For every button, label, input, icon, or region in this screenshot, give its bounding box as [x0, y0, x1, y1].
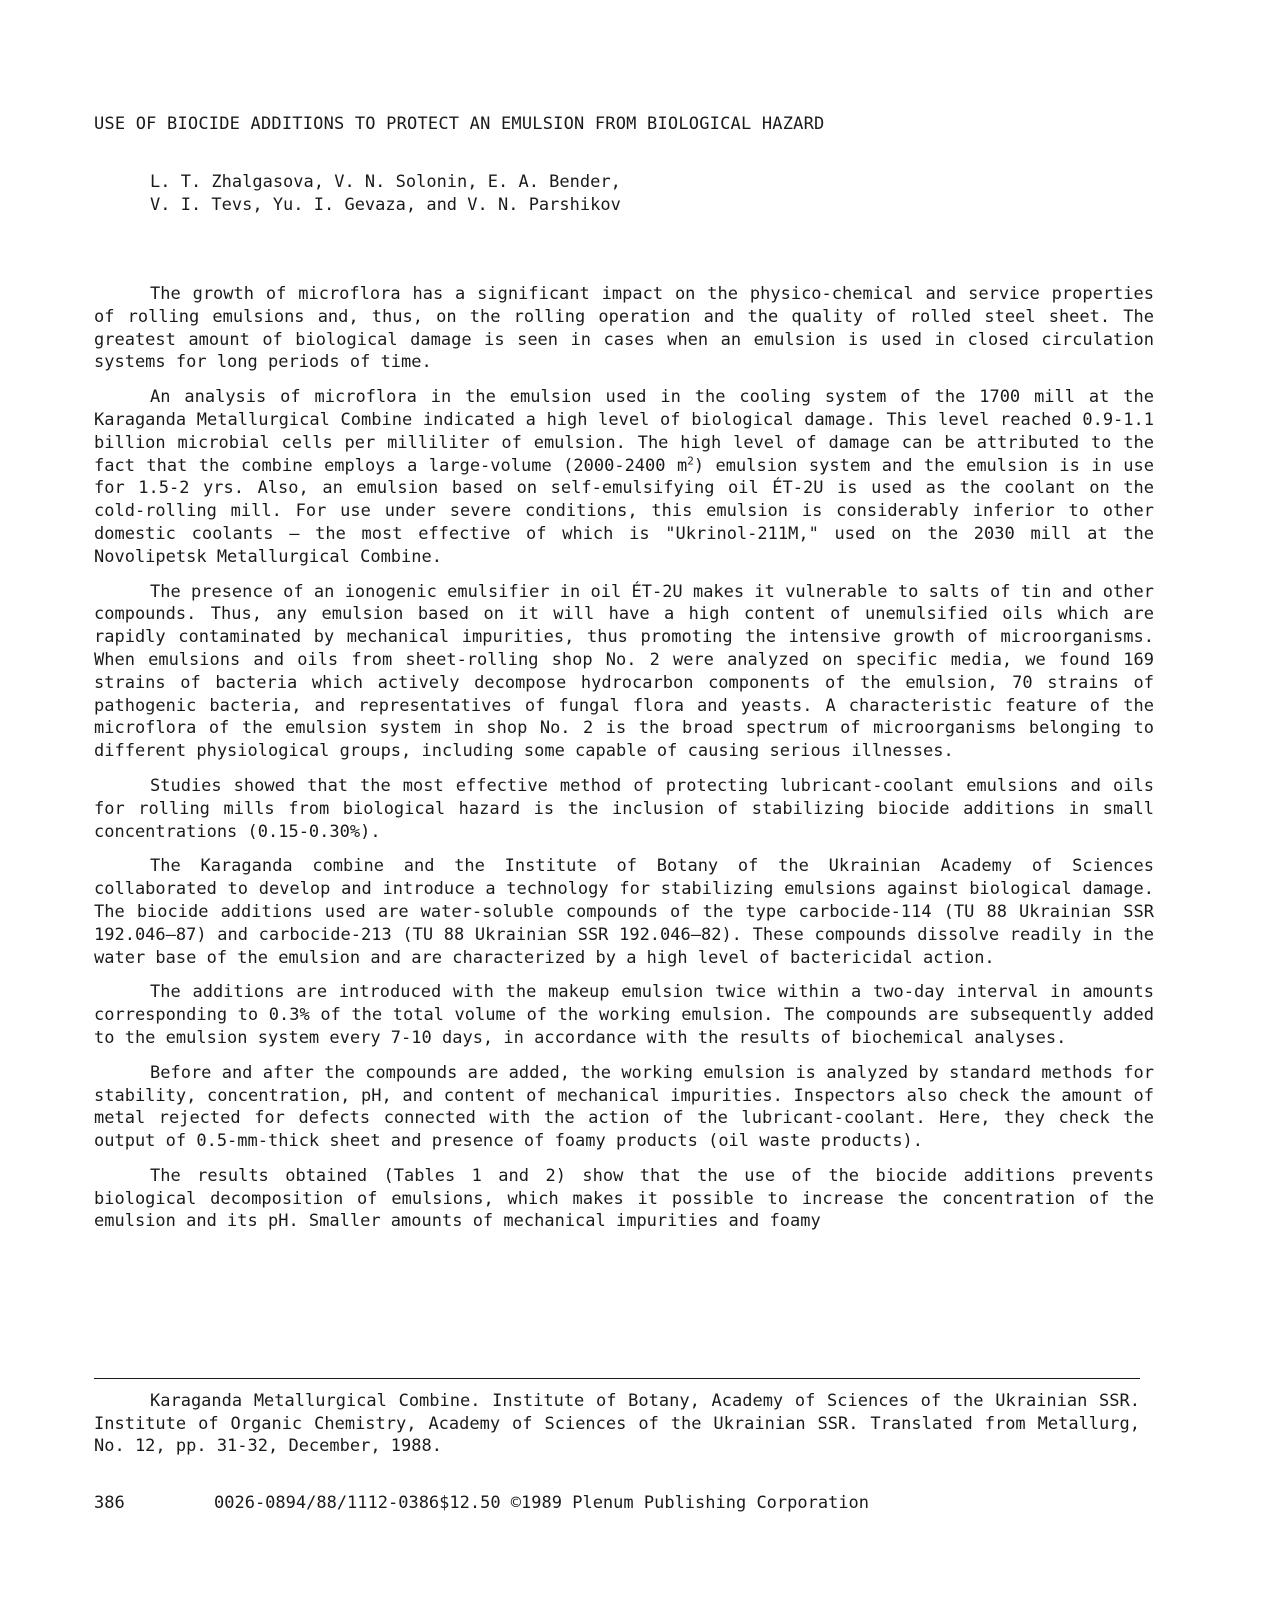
- article: [94, 113, 1154, 1245]
- page-footer: [94, 1492, 1154, 1514]
- footnote-divider: [94, 1378, 1140, 1379]
- superscript-2: 2: [687, 453, 694, 467]
- paragraph-1: The growth of microflora has a significant impact on the physico-chemical and service properties of rolling emulsions and, thus, on the rolling operation and the quality of rolled steel sheet. The greatest amount of biological damage is seen in cases when an emulsion is used in closed circulation systems for long periods of time.: [94, 284, 1154, 373]
- page-number: 386: [94, 1493, 125, 1513]
- paragraph-2-part-a: An analysis of microflora in the emulsion used in the cooling system of the 1700 mill at the Karaganda Metallurgical Combine indicated a high level of biological damage. This level reached 0.9-1.1 billion microbial cells per milliliter of emulsion. The high level of damage can be attributed to the fact that the combine employs a large-volume (2000-2400 m: [94, 387, 1154, 476]
- paragraph-6: The additions are introduced with the makeup emulsion twice within a two-day interval in amounts corresponding to 0.3% of the total volume of the working emulsion. The compounds are subsequently added to the emulsion system every 7-10 days, in accordance with the results of biochemical analyses.: [94, 982, 1154, 1048]
- paragraph-7: Before and after the compounds are added, the working emulsion is analyzed by standard methods for stability, concentration, pH, and content of mechanical impurities. Inspectors also check the amount of metal rejected for defects connected with the action of the lubricant-coolant. Here, they check the output of 0.5-mm-thick sheet and presence of foamy products (oil waste products).: [94, 1062, 1154, 1152]
- author-line-2: V. I. Tevs, Yu. I. Gevaza, and V. N. Parshikov: [150, 195, 621, 215]
- citation-line: 0026-0894/88/1112-0386$12.50 ©1989 Plenum Publishing Corporation: [214, 1493, 870, 1513]
- paragraph-4: Studies showed that the most effective method of protecting lubricant-coolant emulsions and oils for rolling mills from biological hazard is the inclusion of stabilizing biocide additions in small concentrations (0.15-0.30%).: [94, 775, 1154, 842]
- paragraph-5: The Karaganda combine and the Institute of Botany of the Ukrainian Academy of Sciences collaborated to develop and introduce a technology for stabilizing emulsions against biological damage. The biocide additions used are water-soluble compounds of the type carbocide-114 (TU 88 Ukrainian SSR 192.046–87) and carbocide-213 (TU 88 Ukrainian SSR 192.046–82). These compounds dissolve readily in the water base of the emulsion and are characterized by a high level of bactericidal action.: [94, 856, 1154, 968]
- author-list: [94, 171, 1154, 217]
- paragraph-3: The presence of an ionogenic emulsifier in oil ÉT-2U makes it vulnerable to salts of tin and other compounds. Thus, any emulsion based on it will have a high content of unemulsified oils which are rapidly contaminated by mechanical impurities, thus promoting the intensive growth of microorganisms. When emulsions and oils from sheet-rolling shop No. 2 were analyzed on specific media, we found 169 strains of bacteria which actively decompose hydrocarbon components of the emulsion, 70 strains of pathogenic bacteria, and representatives of fungal flora and yeasts. A characteristic feature of the microflora of the emulsion system in shop No. 2 is the broad spectrum of microorganisms belonging to different physiological groups, including some capable of causing serious illnesses.: [94, 581, 1154, 762]
- footnote: Karaganda Metallurgical Combine. Institute of Botany, Academy of Sciences of the Ukrainian SSR. Institute of Organic Chemistry, Academy of Sciences of the Ukrainian SSR. Translated from Metallurg, No. 12, pp. 31-32, December, 1988.: [94, 1391, 1140, 1456]
- paragraph-2: [94, 386, 1154, 568]
- paragraph-2-part-b: ) emulsion system and the emulsion is in use for 1.5-2 yrs. Also, an emulsion based on self-emulsifying oil ÉT-2U is used as the coolant on the cold-rolling mill. For use under severe conditions, this emulsion is considerably inferior to other domestic coolants – the most effective of which is "Ukrinol-211M," used on the 2030 mill at the Novolipetsk Metallurgical Combine.: [94, 455, 1154, 567]
- paragraph-8: The results obtained (Tables 1 and 2) show that the use of the biocide additions prevents biological decomposition of emulsions, which makes it possible to increase the concentration of the emulsion and its pH. Smaller amounts of mechanical impurities and foamy: [94, 1165, 1154, 1232]
- article-title: USE OF BIOCIDE ADDITIONS TO PROTECT AN EMULSION FROM BIOLOGICAL HAZARD: [94, 114, 825, 134]
- author-line-1: L. T. Zhalgasova, V. N. Solonin, E. A. Bender,: [150, 172, 621, 192]
- article-body: [94, 283, 1154, 1233]
